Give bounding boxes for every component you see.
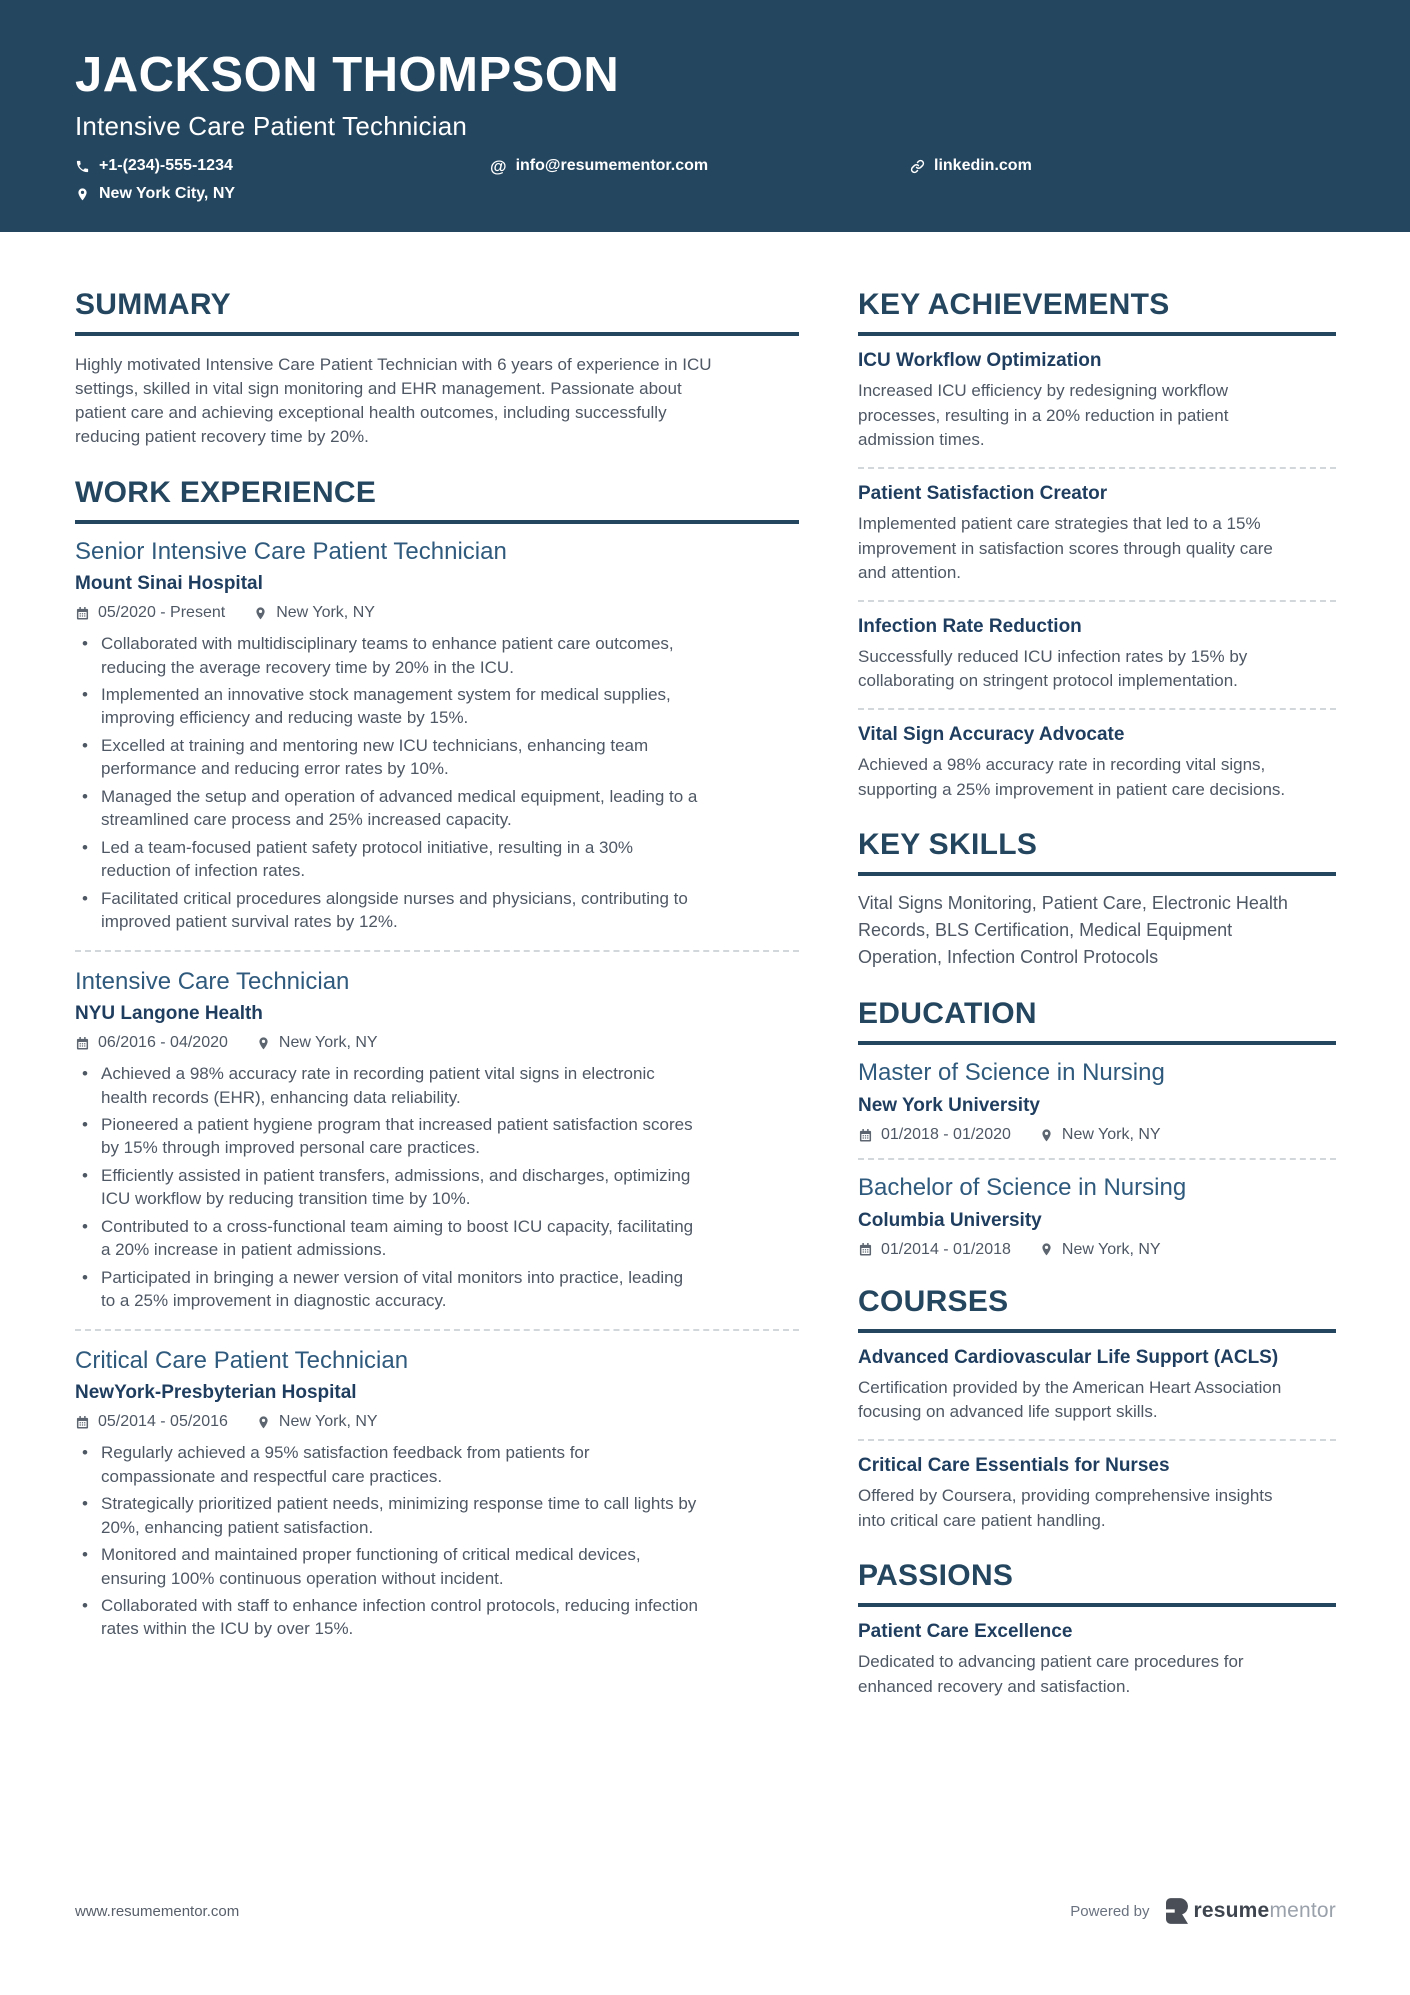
location-row	[75, 185, 1335, 203]
section-work-experience	[75, 476, 799, 1641]
bullet-item: • Facilitated critical procedures alongside nurses and physicians, contributing to improved patient survival rates by 12%.	[75, 887, 701, 934]
bullet-item: • Regularly achieved a 95% satisfaction feedback from patients for compassionate and respectful care practices.	[75, 1441, 701, 1488]
job-dates-text: 05/2020 - Present	[98, 604, 226, 622]
resumementor-logo-icon	[1166, 1898, 1188, 1924]
job-meta	[75, 1413, 799, 1431]
achievement-item	[858, 724, 1336, 802]
job-location	[256, 1034, 378, 1052]
education-dates	[858, 1241, 1011, 1259]
job-headline: Intensive Care Patient Technician	[75, 111, 468, 142]
bullet-item: • Implemented an innovative stock management system for medical supplies, improving efficiency and reducing waste by 15%.	[75, 683, 701, 730]
school-name: Columbia University	[858, 1209, 1042, 1231]
achievement-text: Increased ICU efficiency by redesigning workflow processes, resulting in a 20% reduction in patient admission times.	[858, 381, 1229, 450]
location-text: New York City, NY	[99, 185, 236, 203]
job-meta	[75, 1034, 799, 1052]
achievement-item	[858, 350, 1336, 453]
job-location	[253, 604, 375, 622]
achievement-text: Successfully reduced ICU infection rates by 15% by collaborating on stringent protocol implementation.	[858, 646, 1248, 691]
bullet-item: • Strategically prioritized patient needs, minimizing response time to call lights by 20%, enhancing patient satisfaction.	[75, 1492, 701, 1539]
job-dates-text: 06/2016 - 04/2020	[98, 1034, 228, 1052]
education-entry	[858, 1059, 1336, 1144]
job-bullets	[75, 1441, 799, 1641]
resumementor-logo[interactable]	[1166, 1898, 1336, 1924]
achievement-item	[858, 616, 1336, 694]
passion-item	[858, 1621, 1336, 1699]
logo-text-bold: resume	[1193, 1899, 1270, 1922]
linkedin-link[interactable]	[910, 157, 1032, 175]
bullet-item: • Contributed to a cross-functional team aiming to boost ICU capacity, facilitating a 20% increase in patient admissions.	[75, 1215, 701, 1262]
job-bullets	[75, 1062, 799, 1313]
achievements-heading: KEY ACHIEVEMENTS	[858, 288, 1336, 336]
footer	[75, 1898, 1336, 1924]
item-separator	[858, 467, 1336, 469]
calendar-icon	[858, 1128, 873, 1143]
job-location-text: New York, NY	[278, 1413, 378, 1431]
job-bullets	[75, 632, 799, 933]
job-title: Critical Care Patient Technician	[75, 1346, 409, 1374]
achievement-title: Infection Rate Reduction	[858, 615, 1082, 637]
achievement-title: Vital Sign Accuracy Advocate	[858, 724, 1125, 746]
phone-number: +1-(234)-555-1234	[99, 157, 233, 175]
job-dates	[75, 1413, 228, 1431]
location-pin-icon	[253, 606, 268, 621]
location-pin-icon	[75, 187, 90, 202]
contact-row	[75, 157, 1335, 175]
powered-by	[1070, 1898, 1336, 1924]
right-column	[858, 288, 1336, 1699]
skills-heading: KEY SKILLS	[858, 828, 1336, 876]
phone-link[interactable]	[75, 157, 490, 175]
content	[0, 232, 1410, 1699]
calendar-icon	[75, 1036, 90, 1051]
achievement-title: ICU Workflow Optimization	[858, 350, 1102, 371]
job-title: Senior Intensive Care Patient Technician	[75, 537, 507, 565]
location-pin-icon	[1039, 1242, 1054, 1257]
email-link[interactable]	[490, 157, 910, 175]
logo-text	[1194, 1899, 1336, 1923]
item-separator	[858, 1439, 1336, 1441]
job-company: Mount Sinai Hospital	[75, 573, 263, 595]
passion-text: Dedicated to advancing patient care procedures for enhanced recovery and satisfaction.	[858, 1652, 1244, 1696]
bullet-item: • Achieved a 98% accuracy rate in recording patient vital signs in electronic health records (EHR), enhancing data reliability.	[75, 1062, 701, 1109]
course-text: Offered by Coursera, providing comprehensive insights into critical care patient handling.	[858, 1485, 1273, 1530]
section-education	[858, 997, 1336, 1258]
bullet-item: • Led a team-focused patient safety protocol initiative, resulting in a 30% reduction of infection rates.	[75, 836, 701, 883]
job-entry	[75, 1347, 799, 1641]
bullet-item: • Participated in bringing a newer version of vital monitors into practice, leading to a 25% improvement in diagnostic accuracy.	[75, 1266, 701, 1313]
courses-heading: COURSES	[858, 1285, 1336, 1333]
school-name: New York University	[858, 1095, 1040, 1116]
email-address: info@resumementor.com	[515, 157, 709, 175]
at-icon: @	[490, 156, 507, 176]
calendar-icon	[75, 1415, 90, 1430]
header	[0, 0, 1410, 232]
link-icon	[910, 159, 925, 174]
logo-text-light: mentor	[1269, 1899, 1336, 1922]
calendar-icon	[858, 1242, 873, 1257]
job-dates-text: 05/2014 - 05/2016	[98, 1413, 228, 1431]
job-location	[256, 1413, 378, 1431]
course-item	[858, 1347, 1336, 1425]
education-location	[1039, 1241, 1161, 1259]
bullet-item: • Monitored and maintained proper functioning of critical medical devices, ensuring 100% continuous operation without incident.	[75, 1543, 701, 1590]
achievement-item	[858, 483, 1336, 586]
job-location-text: New York, NY	[276, 604, 375, 622]
education-meta	[858, 1126, 1336, 1144]
location-pin-icon	[256, 1036, 271, 1051]
work-heading: WORK EXPERIENCE	[75, 476, 799, 524]
education-location-text: New York, NY	[1061, 1240, 1161, 1258]
education-meta	[858, 1241, 1336, 1259]
job-entry	[75, 968, 799, 1313]
section-courses	[858, 1285, 1336, 1534]
job-location-text: New York, NY	[278, 1034, 378, 1052]
job-meta	[75, 604, 799, 622]
calendar-icon	[75, 606, 90, 621]
course-text: Certification provided by the American Heart Association focusing on advanced life support skills.	[858, 1377, 1282, 1422]
job-dates	[75, 604, 225, 622]
education-location	[1039, 1126, 1161, 1144]
job-dates	[75, 1034, 228, 1052]
passion-title: Patient Care Excellence	[858, 1621, 1073, 1643]
bullet-item: • Excelled at training and mentoring new ICU technicians, enhancing team performance and reducing error rates by 10%.	[75, 734, 701, 781]
section-passions	[858, 1559, 1336, 1699]
education-dates-text: 01/2014 - 01/2018	[881, 1240, 1011, 1258]
skills-text: Vital Signs Monitoring, Patient Care, Electronic Health Records, BLS Certification, Medical Equipment Operation, Infection Control Protocols	[858, 893, 1288, 968]
item-separator	[858, 708, 1336, 710]
summary-heading: SUMMARY	[75, 288, 799, 336]
degree-title: Bachelor of Science in Nursing	[858, 1174, 1187, 1201]
section-summary	[75, 288, 799, 450]
passions-heading: PASSIONS	[858, 1559, 1336, 1607]
course-title: Critical Care Essentials for Nurses	[858, 1454, 1170, 1476]
course-item	[858, 1455, 1336, 1533]
linkedin-url: linkedin.com	[934, 157, 1032, 175]
bullet-item: • Pioneered a patient hygiene program that increased patient satisfaction scores by 15% through improved personal care practices.	[75, 1113, 701, 1160]
bullet-item: • Managed the setup and operation of advanced medical equipment, leading to a streamlined care process and 25% increased capacity.	[75, 785, 701, 832]
job-separator	[75, 950, 799, 952]
degree-title: Master of Science in Nursing	[858, 1059, 1165, 1087]
powered-by-label: Powered by	[1070, 1902, 1150, 1920]
education-dates	[858, 1126, 1011, 1144]
item-separator	[858, 600, 1336, 602]
bullet-item: • Collaborated with staff to enhance infection control protocols, reducing infection rates within the ICU by over 15%.	[75, 1594, 701, 1641]
achievement-text: Achieved a 98% accuracy rate in recording vital signs, supporting a 25% improvement in patient care decisions.	[858, 755, 1286, 799]
job-title: Intensive Care Technician	[75, 967, 350, 995]
job-company: NYU Langone Health	[75, 1003, 263, 1025]
summary-text: Highly motivated Intensive Care Patient Technician with 6 years of experience in ICU settings, skilled in vital sign monitoring and EHR management. Passionate about patient care and achieving exceptional health outcomes, including successfully reducing patient recovery time by 20%.	[75, 355, 712, 447]
education-heading: EDUCATION	[858, 997, 1336, 1045]
achievement-title: Patient Satisfaction Creator	[858, 482, 1108, 504]
course-title: Advanced Cardiovascular Life Support (ACLS)	[858, 1346, 1279, 1368]
location-pin-icon	[1039, 1128, 1054, 1143]
job-company: NewYork-Presbyterian Hospital	[75, 1382, 357, 1404]
section-key-skills	[858, 828, 1336, 971]
education-dates-text: 01/2018 - 01/2020	[881, 1126, 1011, 1143]
location-pin-icon	[256, 1415, 271, 1430]
education-entry	[858, 1174, 1336, 1259]
person-name: JACKSON THOMPSON	[75, 48, 620, 102]
bullet-item: • Efficiently assisted in patient transfers, admissions, and discharges, optimizing ICU workflow by reducing transition time by 10%.	[75, 1164, 701, 1211]
job-entry	[75, 538, 799, 934]
bullet-item: • Collaborated with multidisciplinary teams to enhance patient care outcomes, reducing the average recovery time by 20% in the ICU.	[75, 632, 701, 679]
left-column	[75, 288, 799, 1699]
section-key-achievements	[858, 288, 1336, 802]
phone-icon	[75, 159, 90, 174]
achievement-text: Implemented patient care strategies that led to a 15% improvement in satisfaction scores through quality care and attention.	[858, 513, 1273, 583]
education-location-text: New York, NY	[1061, 1126, 1161, 1143]
site-url[interactable]: www.resumementor.com	[75, 1902, 240, 1920]
item-separator	[858, 1158, 1336, 1160]
job-separator	[75, 1329, 799, 1331]
